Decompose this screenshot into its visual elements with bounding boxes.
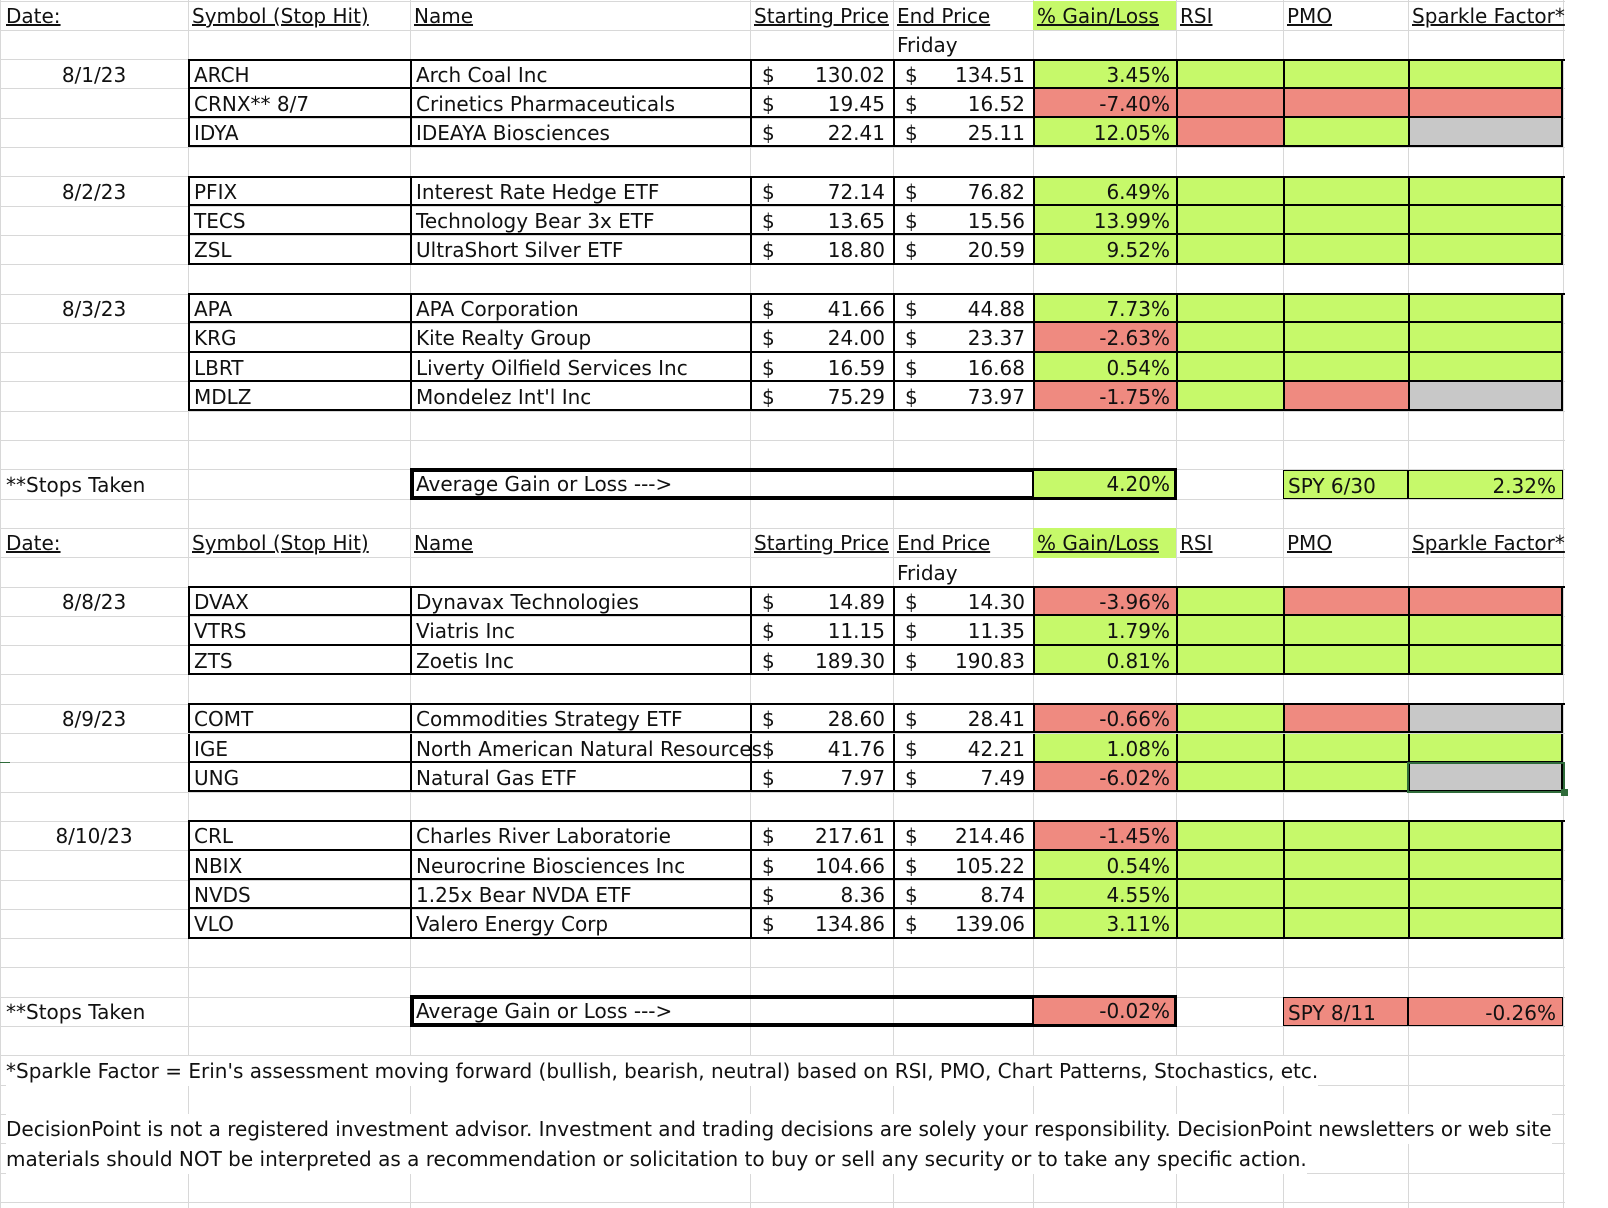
currency-symbol: $: [762, 824, 775, 849]
rsi-cell[interactable]: [1176, 587, 1283, 616]
rsi-cell[interactable]: [1176, 763, 1283, 792]
sparkle-cell[interactable]: [1408, 89, 1563, 118]
start-price-value: 130.02: [815, 62, 885, 87]
group-top-border: [188, 703, 1565, 705]
group-top-border: [188, 293, 1565, 295]
end-price-cell[interactable]: [893, 734, 1033, 763]
rsi-cell[interactable]: [1176, 118, 1283, 147]
symbol-cell[interactable]: VTRS: [188, 616, 410, 645]
sparkle-cell[interactable]: [1408, 323, 1563, 352]
start-price-value: 24.00: [827, 326, 885, 351]
start-price-value: 72.14: [827, 179, 885, 204]
disclaimer[interactable]: materials should NOT be interpreted as a recommendation or solicitation to buy or sell any security or to take any specific action.: [6, 1144, 1307, 1174]
name-cell[interactable]: Valero Energy Corp: [410, 909, 750, 938]
end-price-value: 11.35: [967, 619, 1025, 644]
pmo-cell[interactable]: [1283, 821, 1408, 850]
name-cell[interactable]: 1.25x Bear NVDA ETF: [410, 880, 750, 909]
name-cell[interactable]: Liverty Oilfield Services Inc: [410, 353, 750, 382]
rsi-cell[interactable]: [1176, 60, 1283, 89]
end-price-cell[interactable]: [893, 587, 1033, 616]
symbol-cell[interactable]: APA: [188, 294, 410, 323]
disclaimer[interactable]: DecisionPoint is not a registered investment advisor. Investment and trading decisions are solely your responsibility. DecisionPoint newsletters or web site: [6, 1114, 1552, 1144]
sparkle-cell[interactable]: [1408, 587, 1563, 616]
gain-cell[interactable]: 0.54%: [1033, 353, 1176, 382]
currency-symbol: $: [762, 619, 775, 644]
rsi-cell[interactable]: [1176, 206, 1283, 235]
start-price-cell[interactable]: [750, 734, 893, 763]
end-price-cell[interactable]: [893, 353, 1033, 382]
pmo-cell[interactable]: [1283, 909, 1408, 938]
end-price-value: 7.49: [980, 765, 1025, 790]
end-price-cell[interactable]: [893, 821, 1033, 850]
pmo-cell[interactable]: [1283, 294, 1408, 323]
date-cell[interactable]: 8/8/23: [61, 590, 127, 614]
gridline: [0, 967, 1565, 968]
sparkle-cell[interactable]: [1408, 821, 1563, 850]
currency-symbol: $: [905, 326, 918, 351]
gridline: [0, 440, 1565, 441]
fill-handle[interactable]: [1561, 789, 1568, 796]
start-price-value: 7.97: [840, 765, 885, 790]
symbol-cell[interactable]: TECS: [188, 206, 410, 235]
gain-cell[interactable]: 13.99%: [1033, 206, 1176, 235]
rsi-cell[interactable]: [1176, 734, 1283, 763]
start-price-value: 75.29: [827, 384, 885, 409]
end-price-value: 214.46: [955, 824, 1025, 849]
currency-symbol: $: [762, 355, 775, 380]
rsi-cell[interactable]: [1176, 235, 1283, 264]
name-cell[interactable]: Natural Gas ETF: [410, 763, 750, 792]
symbol-cell[interactable]: MDLZ: [188, 382, 410, 411]
rsi-cell[interactable]: [1176, 382, 1283, 411]
name-cell[interactable]: Crinetics Pharmaceuticals: [410, 89, 750, 118]
currency-symbol: $: [905, 238, 918, 263]
symbol-cell[interactable]: KRG: [188, 323, 410, 352]
start-price-cell[interactable]: [750, 616, 893, 645]
pmo-cell[interactable]: [1283, 851, 1408, 880]
pmo-cell[interactable]: [1283, 646, 1408, 675]
gain-cell[interactable]: -7.40%: [1033, 89, 1176, 118]
currency-symbol: $: [905, 590, 918, 614]
gain-cell[interactable]: -1.45%: [1033, 821, 1176, 850]
currency-symbol: $: [762, 179, 775, 204]
symbol-cell[interactable]: ZTS: [188, 646, 410, 675]
gain-cell[interactable]: -2.63%: [1033, 323, 1176, 352]
name-cell[interactable]: Dynavax Technologies: [410, 587, 750, 616]
end-price-value: 42.21: [967, 736, 1025, 761]
start-price-cell[interactable]: [750, 294, 893, 323]
name-cell[interactable]: Mondelez Int'l Inc: [410, 382, 750, 411]
stops-taken-label[interactable]: **Stops Taken: [6, 1000, 146, 1025]
start-price-value: 134.86: [815, 912, 885, 937]
pmo-cell[interactable]: [1283, 763, 1408, 792]
gain-cell[interactable]: 6.49%: [1033, 177, 1176, 206]
currency-symbol: $: [762, 736, 775, 761]
pmo-cell[interactable]: [1283, 177, 1408, 206]
sparkle-cell[interactable]: [1408, 235, 1563, 264]
pmo-cell[interactable]: [1283, 616, 1408, 645]
start-price-value: 28.60: [827, 707, 885, 732]
name-cell[interactable]: Zoetis Inc: [410, 646, 750, 675]
start-price-cell[interactable]: [750, 646, 893, 675]
gain-cell[interactable]: -0.66%: [1033, 704, 1176, 733]
symbol-cell[interactable]: NBIX: [188, 851, 410, 880]
rsi-cell[interactable]: [1176, 880, 1283, 909]
start-price-cell[interactable]: [750, 587, 893, 616]
start-price-cell[interactable]: [750, 177, 893, 206]
start-price-cell[interactable]: [750, 206, 893, 235]
header-rsi[interactable]: RSI: [1180, 531, 1213, 556]
rsi-cell[interactable]: [1176, 294, 1283, 323]
header-gain[interactable]: % Gain/Loss: [1033, 1, 1176, 30]
active-row-line: [0, 762, 10, 763]
currency-symbol: $: [905, 121, 918, 146]
start-price-cell[interactable]: [750, 909, 893, 938]
currency-symbol: $: [905, 648, 918, 673]
name-cell[interactable]: Interest Rate Hedge ETF: [410, 177, 750, 206]
start-price-value: 104.66: [815, 853, 885, 878]
end-price-cell[interactable]: [893, 89, 1033, 118]
end-price-cell[interactable]: [893, 851, 1033, 880]
currency-symbol: $: [905, 91, 918, 116]
gain-cell[interactable]: 1.79%: [1033, 616, 1176, 645]
average-value[interactable]: 4.20%: [1034, 471, 1174, 497]
currency-symbol: $: [762, 121, 775, 146]
pmo-cell[interactable]: [1283, 382, 1408, 411]
sparkle-cell[interactable]: [1408, 734, 1563, 763]
footnote[interactable]: *Sparkle Factor = Erin's assessment moving forward (bullish, bearish, neutral) based on RSI, PMO, Chart Patterns, Stochastics, etc.: [6, 1056, 1318, 1086]
group-top-border: [188, 59, 1565, 61]
start-price-value: 41.66: [827, 297, 885, 321]
pmo-cell[interactable]: [1283, 880, 1408, 909]
gridline: [0, 1202, 1565, 1203]
currency-symbol: $: [905, 883, 918, 907]
date-cell[interactable]: 8/10/23: [55, 824, 133, 849]
gain-cell[interactable]: 0.81%: [1033, 646, 1176, 675]
end-price-cell[interactable]: [893, 177, 1033, 206]
end-price-cell[interactable]: [893, 909, 1033, 938]
start-price-value: 19.45: [827, 91, 885, 116]
currency-symbol: $: [762, 209, 775, 234]
group-top-border: [188, 586, 1565, 588]
header-start[interactable]: Starting Price: [754, 4, 889, 28]
sparkle-cell[interactable]: [1408, 851, 1563, 880]
stops-taken-label[interactable]: **Stops Taken: [6, 472, 146, 497]
average-label[interactable]: Average Gain or Loss --->: [416, 999, 673, 1024]
start-price-cell[interactable]: [750, 323, 893, 352]
name-cell[interactable]: UltraShort Silver ETF: [410, 235, 750, 264]
start-price-value: 41.76: [827, 736, 885, 761]
end-price-value: 134.51: [955, 62, 1025, 87]
end-price-value: 16.68: [967, 355, 1025, 380]
start-price-cell[interactable]: [750, 60, 893, 89]
header-date[interactable]: Date:: [6, 531, 61, 556]
start-price-value: 8.36: [840, 883, 885, 907]
header-end-sub[interactable]: Friday: [897, 560, 958, 585]
start-price-cell[interactable]: [750, 880, 893, 909]
header-name[interactable]: Name: [414, 4, 474, 28]
selected-cell-outline[interactable]: [1407, 762, 1565, 793]
end-price-cell[interactable]: [893, 235, 1033, 264]
currency-symbol: $: [762, 765, 775, 790]
sparkle-cell[interactable]: [1408, 382, 1563, 411]
rsi-cell[interactable]: [1176, 909, 1283, 938]
end-price-value: 44.88: [967, 297, 1025, 321]
start-price-cell[interactable]: [750, 851, 893, 880]
currency-symbol: $: [905, 179, 918, 204]
symbol-cell[interactable]: DVAX: [188, 587, 410, 616]
start-price-value: 22.41: [827, 121, 885, 146]
header-sparkle[interactable]: Sparkle Factor*: [1412, 531, 1565, 556]
gain-cell[interactable]: -6.02%: [1033, 763, 1176, 792]
sparkle-cell[interactable]: [1408, 177, 1563, 206]
spy-value[interactable]: 2.32%: [1408, 470, 1563, 499]
sparkle-cell[interactable]: [1408, 118, 1563, 147]
currency-symbol: $: [905, 853, 918, 878]
pmo-cell[interactable]: [1283, 118, 1408, 147]
pmo-cell[interactable]: [1283, 734, 1408, 763]
rsi-cell[interactable]: [1176, 323, 1283, 352]
gain-cell[interactable]: -3.96%: [1033, 587, 1176, 616]
start-price-value: 16.59: [827, 355, 885, 380]
start-price-cell[interactable]: [750, 235, 893, 264]
name-cell[interactable]: Kite Realty Group: [410, 323, 750, 352]
sparkle-cell[interactable]: [1408, 353, 1563, 382]
start-price-value: 14.89: [827, 590, 885, 614]
end-price-value: 23.37: [967, 326, 1025, 351]
start-price-cell[interactable]: [750, 704, 893, 733]
currency-symbol: $: [762, 648, 775, 673]
pmo-cell[interactable]: [1283, 704, 1408, 733]
currency-symbol: $: [762, 853, 775, 878]
name-cell[interactable]: Charles River Laboratorie: [410, 821, 750, 850]
currency-symbol: $: [762, 326, 775, 351]
end-price-value: 25.11: [967, 121, 1025, 146]
gain-cell[interactable]: 7.73%: [1033, 294, 1176, 323]
gain-cell[interactable]: 12.05%: [1033, 118, 1176, 147]
end-price-value: 8.74: [980, 883, 1025, 907]
end-price-value: 76.82: [967, 179, 1025, 204]
currency-symbol: $: [905, 765, 918, 790]
symbol-cell[interactable]: LBRT: [188, 353, 410, 382]
group-top-border: [188, 176, 1565, 178]
gain-cell[interactable]: -1.75%: [1033, 382, 1176, 411]
symbol-cell[interactable]: ARCH: [188, 60, 410, 89]
header-pmo[interactable]: PMO: [1287, 531, 1333, 556]
gain-cell[interactable]: 0.54%: [1033, 851, 1176, 880]
currency-symbol: $: [762, 912, 775, 937]
sparkle-cell[interactable]: [1408, 704, 1563, 733]
name-cell[interactable]: Neurocrine Biosciences Inc: [410, 851, 750, 880]
pmo-cell[interactable]: [1283, 89, 1408, 118]
currency-symbol: $: [762, 384, 775, 409]
date-cell[interactable]: 8/3/23: [61, 297, 127, 321]
symbol-cell[interactable]: CRNX** 8/7: [188, 89, 410, 118]
date-cell[interactable]: 8/1/23: [61, 62, 127, 87]
start-price-value: 217.61: [815, 824, 885, 849]
symbol-cell[interactable]: IGE: [188, 734, 410, 763]
name-cell[interactable]: APA Corporation: [410, 294, 750, 323]
header-end[interactable]: End Price: [897, 4, 991, 28]
sparkle-cell[interactable]: [1408, 294, 1563, 323]
end-price-cell[interactable]: [893, 763, 1033, 792]
currency-symbol: $: [905, 384, 918, 409]
start-price-cell[interactable]: [750, 118, 893, 147]
end-price-cell[interactable]: [893, 206, 1033, 235]
symbol-cell[interactable]: COMT: [188, 704, 410, 733]
pmo-cell[interactable]: [1283, 60, 1408, 89]
header-rsi[interactable]: RSI: [1180, 4, 1213, 28]
header-date[interactable]: Date:: [6, 4, 61, 28]
end-price-cell[interactable]: [893, 60, 1033, 89]
header-name[interactable]: Name: [414, 531, 474, 556]
symbol-cell[interactable]: PFIX: [188, 177, 410, 206]
header-sparkle[interactable]: Sparkle Factor*: [1412, 4, 1565, 28]
header-start[interactable]: Starting Price: [754, 531, 889, 556]
currency-symbol: $: [905, 355, 918, 380]
sparkle-cell[interactable]: [1408, 60, 1563, 89]
end-price-cell[interactable]: [893, 646, 1033, 675]
currency-symbol: $: [762, 297, 775, 321]
end-price-cell[interactable]: [893, 118, 1033, 147]
end-price-value: 73.97: [967, 384, 1025, 409]
rsi-cell[interactable]: [1176, 353, 1283, 382]
name-cell[interactable]: IDEAYA Biosciences: [410, 118, 750, 147]
symbol-cell[interactable]: CRL: [188, 821, 410, 850]
name-cell[interactable]: Viatris Inc: [410, 616, 750, 645]
end-price-value: 15.56: [967, 209, 1025, 234]
start-price-cell[interactable]: [750, 353, 893, 382]
sparkle-cell[interactable]: [1408, 616, 1563, 645]
currency-symbol: $: [762, 238, 775, 263]
currency-symbol: $: [905, 62, 918, 87]
average-value[interactable]: -0.02%: [1034, 998, 1174, 1024]
end-price-cell[interactable]: [893, 880, 1033, 909]
average-label[interactable]: Average Gain or Loss --->: [416, 471, 673, 496]
symbol-cell[interactable]: NVDS: [188, 880, 410, 909]
currency-symbol: $: [762, 62, 775, 87]
start-price-value: 189.30: [815, 648, 885, 673]
end-price-value: 20.59: [967, 238, 1025, 263]
currency-symbol: $: [905, 736, 918, 761]
sparkle-cell[interactable]: [1408, 909, 1563, 938]
spy-label[interactable]: SPY 8/11: [1283, 997, 1408, 1026]
gain-cell[interactable]: 3.45%: [1033, 60, 1176, 89]
pmo-cell[interactable]: [1283, 235, 1408, 264]
currency-symbol: $: [762, 707, 775, 732]
currency-symbol: $: [905, 912, 918, 937]
end-price-cell[interactable]: [893, 294, 1033, 323]
header-gain[interactable]: % Gain/Loss: [1033, 528, 1176, 557]
end-price-value: 16.52: [967, 91, 1025, 116]
rsi-cell[interactable]: [1176, 177, 1283, 206]
rsi-cell[interactable]: [1176, 704, 1283, 733]
rsi-cell[interactable]: [1176, 89, 1283, 118]
date-cell[interactable]: 8/9/23: [61, 707, 127, 732]
gain-cell[interactable]: 9.52%: [1033, 235, 1176, 264]
end-price-cell[interactable]: [893, 704, 1033, 733]
symbol-cell[interactable]: IDYA: [188, 118, 410, 147]
pmo-cell[interactable]: [1283, 353, 1408, 382]
rsi-cell[interactable]: [1176, 821, 1283, 850]
pmo-cell[interactable]: [1283, 206, 1408, 235]
start-price-cell[interactable]: [750, 763, 893, 792]
rsi-cell[interactable]: [1176, 616, 1283, 645]
gain-cell[interactable]: 1.08%: [1033, 734, 1176, 763]
start-price-cell[interactable]: [750, 821, 893, 850]
currency-symbol: $: [762, 91, 775, 116]
start-price-value: 11.15: [827, 619, 885, 644]
sparkle-cell[interactable]: [1408, 206, 1563, 235]
end-price-value: 105.22: [955, 853, 1025, 878]
name-cell[interactable]: Commodities Strategy ETF: [410, 704, 750, 733]
header-symbol[interactable]: Symbol (Stop Hit): [192, 4, 369, 28]
end-price-value: 14.30: [967, 590, 1025, 614]
header-symbol[interactable]: Symbol (Stop Hit): [192, 531, 369, 556]
currency-symbol: $: [905, 619, 918, 644]
sparkle-cell[interactable]: [1408, 880, 1563, 909]
gain-cell[interactable]: 4.55%: [1033, 880, 1176, 909]
end-price-value: 190.83: [955, 648, 1025, 673]
currency-symbol: $: [905, 707, 918, 732]
end-price-value: 139.06: [955, 912, 1025, 937]
end-price-cell[interactable]: [893, 616, 1033, 645]
header-end-sub[interactable]: Friday: [897, 33, 958, 58]
end-price-cell[interactable]: [893, 382, 1033, 411]
header-pmo[interactable]: PMO: [1287, 4, 1333, 28]
sparkle-cell[interactable]: [1408, 646, 1563, 675]
start-price-cell[interactable]: [750, 382, 893, 411]
start-price-cell[interactable]: [750, 89, 893, 118]
symbol-cell[interactable]: VLO: [188, 909, 410, 938]
gridline: [1563, 0, 1564, 1208]
spy-value[interactable]: -0.26%: [1408, 997, 1563, 1026]
end-price-value: 28.41: [967, 707, 1025, 732]
currency-symbol: $: [905, 824, 918, 849]
currency-symbol: $: [762, 883, 775, 907]
start-price-value: 18.80: [827, 238, 885, 263]
symbol-cell[interactable]: ZSL: [188, 235, 410, 264]
currency-symbol: $: [905, 209, 918, 234]
rsi-cell[interactable]: [1176, 851, 1283, 880]
header-end[interactable]: End Price: [897, 531, 991, 556]
end-price-cell[interactable]: [893, 323, 1033, 352]
gain-cell[interactable]: 3.11%: [1033, 909, 1176, 938]
pmo-cell[interactable]: [1283, 323, 1408, 352]
date-cell[interactable]: 8/2/23: [61, 179, 127, 204]
name-cell[interactable]: Arch Coal Inc: [410, 60, 750, 89]
spy-label[interactable]: SPY 6/30: [1283, 470, 1408, 499]
start-price-value: 13.65: [827, 209, 885, 234]
group-top-border: [188, 820, 1565, 822]
currency-symbol: $: [905, 297, 918, 321]
name-cell[interactable]: Technology Bear 3x ETF: [410, 206, 750, 235]
name-cell[interactable]: North American Natural Resources: [410, 734, 750, 763]
pmo-cell[interactable]: [1283, 587, 1408, 616]
rsi-cell[interactable]: [1176, 646, 1283, 675]
currency-symbol: $: [762, 590, 775, 614]
symbol-cell[interactable]: UNG: [188, 763, 410, 792]
